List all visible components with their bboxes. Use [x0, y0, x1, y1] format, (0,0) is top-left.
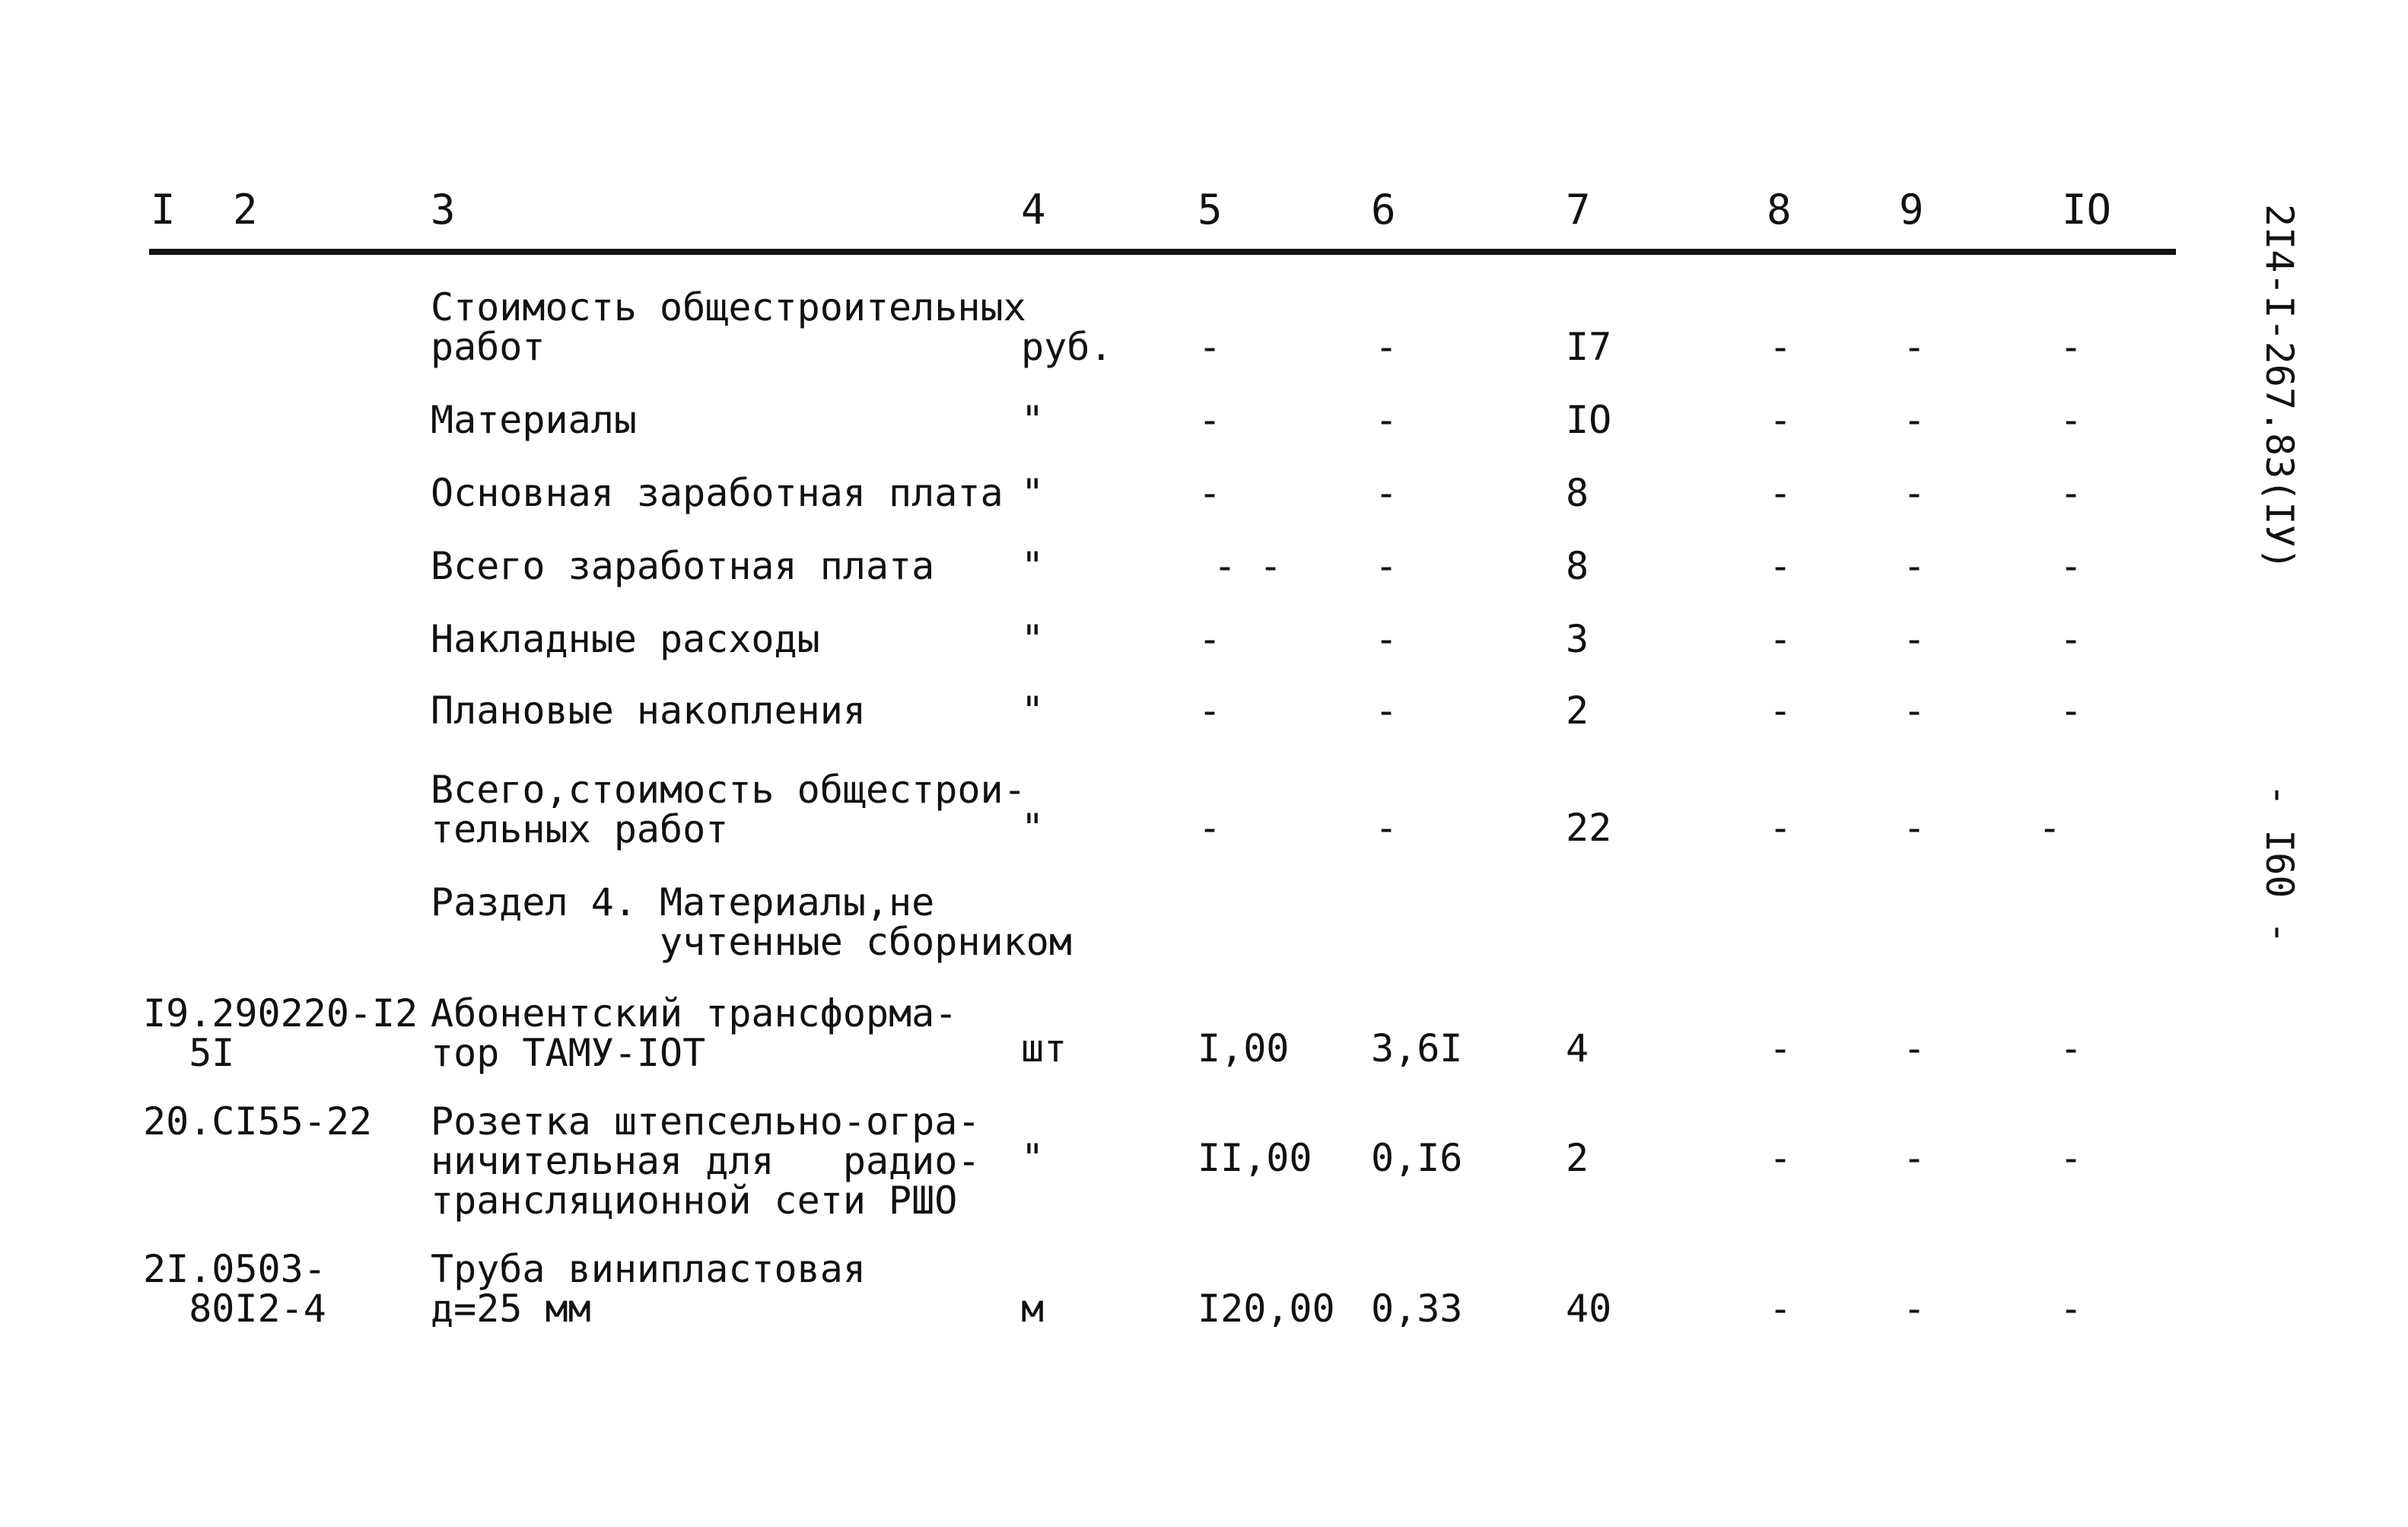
col-header-7: 7: [1566, 186, 1591, 234]
item-code: 20.CI55-22: [143, 1099, 373, 1144]
row-col10: -: [2059, 617, 2083, 661]
item-col10: -: [2059, 1136, 2083, 1180]
row-col5: -: [1198, 325, 1222, 369]
item-col8: -: [1768, 1287, 1792, 1331]
row-col6: -: [1374, 617, 1398, 661]
row-col9: -: [1902, 617, 1926, 661]
col-header-2: 2: [233, 186, 258, 234]
col-header-8: 8: [1767, 186, 1792, 234]
row-unit: руб.: [1021, 325, 1113, 369]
row-col7: 22: [1566, 806, 1612, 850]
col-header-9: 9: [1899, 186, 1924, 234]
item-quantity: II,00: [1198, 1136, 1312, 1180]
row-col6: -: [1374, 325, 1398, 369]
item-code: 2I.0503- 80I2-4: [143, 1247, 326, 1331]
row-col6: -: [1374, 806, 1398, 850]
item-code: I9.290220-I2 5I: [143, 991, 418, 1075]
col-header-6: 6: [1371, 186, 1396, 234]
item-col10: -: [2059, 1287, 2083, 1331]
item-total: 40: [1566, 1287, 1612, 1331]
row-col10: -: [2059, 325, 2083, 369]
row-unit: ": [1021, 617, 1045, 661]
item-quantity: I20,00: [1198, 1287, 1335, 1331]
row-unit: ": [1021, 806, 1045, 850]
header-rule: [149, 249, 2176, 255]
item-quantity: I,00: [1198, 1026, 1290, 1070]
document-code: 2I4-I-267.83(IУ): [2257, 204, 2301, 571]
row-unit: ": [1021, 689, 1045, 733]
row-col5: -: [1198, 617, 1222, 661]
row-col9: -: [1902, 544, 1926, 588]
row-col8: -: [1768, 544, 1792, 588]
col-header-1: I: [151, 186, 176, 234]
item-col9: -: [1902, 1026, 1926, 1070]
item-col10: -: [2059, 1026, 2083, 1070]
row-name: Накладные расходы: [431, 617, 820, 661]
item-name: Розетка штепсельно-огра- ничительная для радио- трансляционной сети РШО: [431, 1099, 981, 1223]
row-col9: -: [1902, 471, 1926, 515]
row-col6: -: [1374, 398, 1398, 442]
col-header-4: 4: [1021, 186, 1046, 234]
row-name: Материалы: [431, 398, 637, 442]
row-name: Всего заработная плата: [431, 544, 935, 588]
item-price: 0,33: [1371, 1287, 1463, 1331]
item-total: 2: [1566, 1136, 1589, 1180]
row-unit: ": [1021, 544, 1045, 588]
row-col9: -: [1902, 325, 1926, 369]
row-name: Всего,стоимость общестрои- тельных работ: [431, 768, 1026, 851]
row-col5: - -: [1213, 544, 1283, 588]
row-col9: -: [1902, 689, 1926, 733]
row-col5: -: [1198, 471, 1222, 515]
section-title: Раздел 4. Материалы,не учтенные сборником: [431, 880, 1072, 964]
item-name: Труба винипластовая д=25 мм: [431, 1247, 866, 1331]
item-name: Абонентский трансформа- тор ТАМУ-IOT: [431, 991, 958, 1075]
row-col10: -: [2059, 398, 2083, 442]
row-col8: -: [1768, 689, 1792, 733]
row-name: Стоимость общестроительных работ: [431, 285, 1026, 369]
row-col10: -: [2059, 471, 2083, 515]
item-unit: шт: [1021, 1026, 1067, 1070]
row-col7: I7: [1566, 325, 1612, 369]
col-header-5: 5: [1198, 186, 1223, 234]
row-col7: 8: [1566, 471, 1589, 515]
item-unit: ": [1021, 1136, 1045, 1180]
row-col10: -: [2059, 544, 2083, 588]
row-col8: -: [1768, 806, 1792, 850]
row-col7: 2: [1566, 689, 1589, 733]
item-col9: -: [1902, 1287, 1926, 1331]
row-col10: -: [2059, 689, 2083, 733]
item-col9: -: [1902, 1136, 1926, 1180]
item-price: 0,I6: [1371, 1136, 1463, 1180]
row-col6: -: [1374, 544, 1398, 588]
row-col8: -: [1768, 398, 1792, 442]
row-name: Плановые накопления: [431, 689, 866, 733]
row-col8: -: [1768, 617, 1792, 661]
col-header-10: IO: [2062, 186, 2112, 234]
item-total: 4: [1566, 1026, 1589, 1070]
row-col10: -: [2037, 806, 2062, 850]
row-col7: 3: [1566, 617, 1589, 661]
row-col7: IO: [1566, 398, 1612, 442]
row-unit: ": [1021, 398, 1045, 442]
row-col5: -: [1198, 806, 1222, 850]
page-number: - I60 -: [2257, 784, 2301, 944]
row-col5: -: [1198, 398, 1222, 442]
row-col9: -: [1902, 398, 1926, 442]
item-col8: -: [1768, 1026, 1792, 1070]
row-col8: -: [1768, 471, 1792, 515]
row-col8: -: [1768, 325, 1792, 369]
row-col9: -: [1902, 806, 1926, 850]
row-col5: -: [1198, 689, 1222, 733]
row-name: Основная заработная плата: [431, 471, 1004, 515]
row-col7: 8: [1566, 544, 1589, 588]
row-col6: -: [1374, 471, 1398, 515]
row-unit: ": [1021, 471, 1045, 515]
item-unit: м: [1021, 1287, 1045, 1331]
col-header-3: 3: [431, 186, 456, 234]
row-col6: -: [1374, 689, 1398, 733]
item-col8: -: [1768, 1136, 1792, 1180]
item-price: 3,6I: [1371, 1026, 1463, 1070]
